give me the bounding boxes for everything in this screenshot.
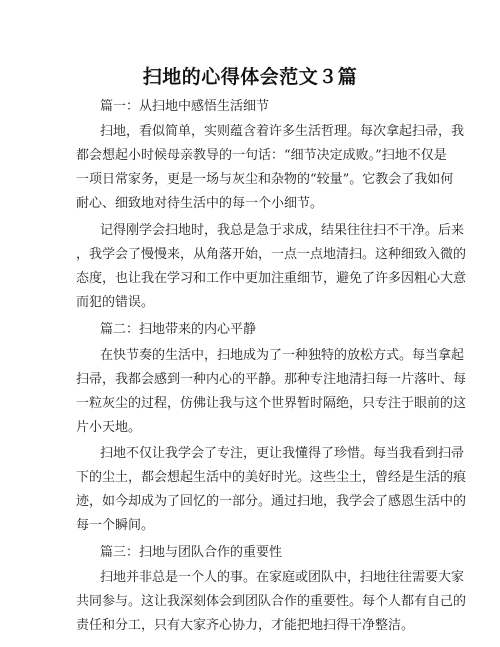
paragraph-line: 一粒灰尘的过程，仿佛让我与这个世界暂时隔绝，只专注于眼前的这 — [76, 396, 467, 411]
paragraph-line: 迹，如今却成为了回忆的一部分。通过扫地，我学会了感恩生活中的 — [76, 494, 467, 509]
paragraph-line: 责任和分工，只有大家齐心协力，才能把地扫得干净整洁。 — [76, 618, 415, 633]
paragraph-line: 片小天地。 — [76, 420, 142, 435]
paragraph-line: 共同参与。这让我深刻体会到团队合作的重要性。每个人都有自己的 — [76, 594, 467, 609]
paragraph-line: 耐心、细致地对待生活中的每一个小细节。 — [76, 196, 324, 211]
paragraph-line: 扫地，看似简单，实则蕴含着许多生活哲理。每次拿起扫帚，我 — [100, 124, 465, 139]
section-1-heading: 篇一：从扫地中感悟生活细节 — [100, 99, 270, 114]
paragraph-line: 记得刚学会扫地时，我总是急于求成，结果往往扫不干净。后来 — [100, 223, 465, 238]
section-2-heading: 篇二：扫地带来的内心平静 — [100, 322, 257, 337]
paragraph-line: 每一个瞬间。 — [76, 518, 155, 533]
paragraph-line: 而犯的错误。 — [76, 295, 155, 310]
section-3-heading: 篇三：扫地与团队合作的重要性 — [100, 545, 283, 560]
paragraph-line: ，我学会了慢慢来，从角落开始，一点一点地清扫。这种细致入微的 — [76, 247, 467, 262]
document-title: 扫地的心得体会范文３篇 — [142, 66, 358, 88]
paragraph-line: 都会想起小时候母亲教导的一句话：“细节决定成败。”扫地不仅是 — [76, 148, 447, 163]
paragraph-line: 态度，也让我在学习和工作中更加注重细节，避免了许多因粗心大意 — [76, 271, 467, 286]
paragraph-line: 扫地不仅让我学会了专注，更让我懂得了珍惜。每当我看到扫帚 — [100, 446, 465, 461]
paragraph-line: 下的尘土，都会想起生活中的美好时光。这些尘土，曾经是生活的痕 — [76, 470, 467, 485]
paragraph-line: 在快节奏的生活中，扫地成为了一种独特的放松方式。每当拿起 — [100, 348, 465, 363]
paragraph-line: 一项日常家务，更是一场与灰尘和杂物的“较量”。它教会了我如何 — [76, 172, 454, 187]
paragraph-line: 扫地并非总是一个人的事。在家庭或团队中，扫地往往需要大家 — [100, 570, 465, 585]
paragraph-line: 扫帚，我都会感到一种内心的平静。那种专注地清扫每一片落叶、每 — [76, 372, 467, 387]
